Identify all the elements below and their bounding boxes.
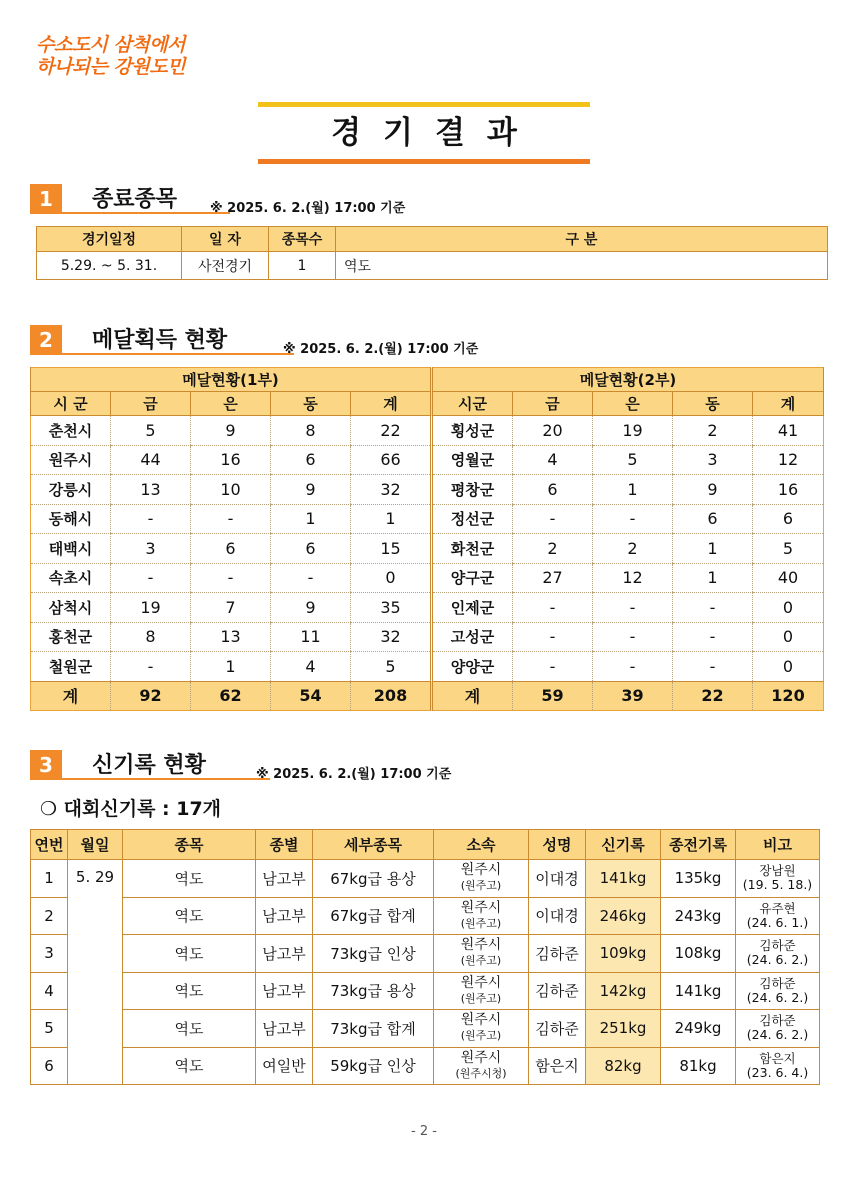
header-bronze: 동 <box>673 392 753 416</box>
cell-total: 15 <box>351 534 432 564</box>
cell-prev-record: 135kg <box>661 860 736 898</box>
cell-club <box>434 1010 529 1048</box>
cell-total: 5 <box>753 534 824 564</box>
cell-gold: - <box>513 504 593 534</box>
cell-note <box>736 972 820 1010</box>
cell-region: 인제군 <box>432 593 513 623</box>
header-category: 구 분 <box>336 227 828 252</box>
cell-date: 5. 29 <box>68 860 123 1085</box>
header-category: 종별 <box>256 830 313 860</box>
cell-bronze: 3 <box>673 445 753 475</box>
slogan-line-1: 수소도시 삼척에서 <box>36 34 185 56</box>
cell-region: 원주시 <box>31 445 111 475</box>
cell-count: 1 <box>269 252 336 280</box>
cell-region: 삼척시 <box>31 593 111 623</box>
cell-category: 남고부 <box>256 897 313 935</box>
note-date: (24. 6. 1.) <box>746 914 809 930</box>
page-title: 경기결과 <box>331 115 539 151</box>
cell-gold: 13 <box>111 475 191 505</box>
cell-record: 246kg <box>586 897 661 935</box>
table-row <box>37 252 828 280</box>
record-table <box>30 829 820 1085</box>
cell-region: 횡성군 <box>432 416 513 446</box>
table-row <box>31 593 824 623</box>
cell-silver: 13 <box>191 622 271 652</box>
table-row <box>31 1010 820 1048</box>
cell-region: 철원군 <box>31 652 111 682</box>
cell-name: 이대경 <box>529 897 586 935</box>
cell-total: 0 <box>351 563 432 593</box>
note-date: (19. 5. 18.) <box>742 877 813 893</box>
cell-bronze: 2 <box>673 416 753 446</box>
cell-name: 김하준 <box>529 935 586 973</box>
cell-bronze: - <box>271 563 351 593</box>
cell-event: 73kg급 인상 <box>313 935 434 973</box>
header-date: 일 자 <box>182 227 269 252</box>
cell-region: 동해시 <box>31 504 111 534</box>
cell-category: 역도 <box>336 252 828 280</box>
cell-prev-record: 249kg <box>661 1010 736 1048</box>
cell-bronze: 1 <box>673 563 753 593</box>
header-region: 시군 <box>432 392 513 416</box>
cell-sport: 역도 <box>123 860 256 898</box>
cell-silver: 6 <box>191 534 271 564</box>
cell-note <box>736 935 820 973</box>
club-city: 원주시 <box>460 899 502 916</box>
cell-name: 이대경 <box>529 860 586 898</box>
cell-note <box>736 860 820 898</box>
club-city: 원주시 <box>460 1049 502 1066</box>
cell-silver: - <box>191 504 271 534</box>
title-bar-bottom <box>258 159 590 164</box>
cell-gold: - <box>111 504 191 534</box>
table-row <box>31 860 820 898</box>
cell-name: 김하준 <box>529 1010 586 1048</box>
cell-note <box>736 1047 820 1085</box>
section-1-note: ※ 2025. 6. 2.(월) 17:00 기준 <box>210 201 406 216</box>
club-school: (원주고) <box>460 916 502 930</box>
table-row <box>31 972 820 1010</box>
cell-note <box>736 897 820 935</box>
cell-gold: - <box>513 622 593 652</box>
cell-region: 양구군 <box>432 563 513 593</box>
club-school: (원주고) <box>460 1029 502 1043</box>
cell-region: 홍천군 <box>31 622 111 652</box>
cell-region: 영월군 <box>432 445 513 475</box>
total-silver: 62 <box>191 681 271 711</box>
cell-name: 김하준 <box>529 972 586 1010</box>
cell-total: 32 <box>351 475 432 505</box>
cell-event: 67kg급 합계 <box>313 897 434 935</box>
cell-bronze: 4 <box>271 652 351 682</box>
cell-total: 0 <box>753 593 824 623</box>
cell-silver: - <box>593 622 673 652</box>
header-no: 연번 <box>31 830 68 860</box>
cell-region: 고성군 <box>432 622 513 652</box>
cell-gold: 20 <box>513 416 593 446</box>
cell-bronze: 9 <box>271 475 351 505</box>
header-record: 신기록 <box>586 830 661 860</box>
cell-event: 59kg급 인상 <box>313 1047 434 1085</box>
header-silver: 은 <box>191 392 271 416</box>
header-sport: 종목 <box>123 830 256 860</box>
slogan-logo <box>36 34 185 78</box>
total-sum: 208 <box>351 681 432 711</box>
cell-total: 6 <box>753 504 824 534</box>
cell-sport: 역도 <box>123 1047 256 1085</box>
section-2-underline <box>62 353 294 355</box>
note-holder: 함은지 <box>759 1050 796 1066</box>
medal-body <box>31 416 824 682</box>
cell-club <box>434 1047 529 1085</box>
cell-gold: 27 <box>513 563 593 593</box>
cell-silver: 12 <box>593 563 673 593</box>
cell-silver: 2 <box>593 534 673 564</box>
section-1-title: 종료종목 <box>92 187 178 212</box>
header-date: 월일 <box>68 830 123 860</box>
record-count-heading: ❍ 대회신기록 : 17개 <box>40 798 222 820</box>
header-schedule: 경기일정 <box>37 227 182 252</box>
cell-prev-record: 81kg <box>661 1047 736 1085</box>
cell-total: 12 <box>753 445 824 475</box>
cell-silver: 5 <box>593 445 673 475</box>
cell-record: 141kg <box>586 860 661 898</box>
cell-category: 여일반 <box>256 1047 313 1085</box>
cell-bronze: 6 <box>271 445 351 475</box>
section-2-note: ※ 2025. 6. 2.(월) 17:00 기준 <box>283 342 479 357</box>
club-city: 원주시 <box>460 862 502 879</box>
total-bronze: 22 <box>673 681 753 711</box>
cell-region: 태백시 <box>31 534 111 564</box>
section-3-title: 신기록 현황 <box>92 753 206 778</box>
medal-header-row <box>31 392 824 416</box>
note-holder: 김하준 <box>759 975 796 991</box>
cell-no: 4 <box>31 972 68 1010</box>
cell-total: 0 <box>753 622 824 652</box>
header-bronze: 동 <box>271 392 351 416</box>
cell-gold: 2 <box>513 534 593 564</box>
section-3-number: 3 <box>30 750 62 780</box>
cell-silver: 19 <box>593 416 673 446</box>
cell-total: 40 <box>753 563 824 593</box>
header-event: 세부종목 <box>313 830 434 860</box>
cell-prev-record: 243kg <box>661 897 736 935</box>
section-1-number: 1 <box>30 184 62 214</box>
section-3-note: ※ 2025. 6. 2.(월) 17:00 기준 <box>256 767 452 782</box>
cell-sport: 역도 <box>123 935 256 973</box>
medal-group-header-row <box>31 368 824 392</box>
cell-bronze: 9 <box>673 475 753 505</box>
cell-schedule: 5.29. ~ 5. 31. <box>37 252 182 280</box>
header-gold: 금 <box>513 392 593 416</box>
table-row <box>31 897 820 935</box>
cell-bronze: - <box>673 652 753 682</box>
cell-total: 1 <box>351 504 432 534</box>
cell-bronze: 1 <box>673 534 753 564</box>
cell-club <box>434 897 529 935</box>
header-prev-record: 종전기록 <box>661 830 736 860</box>
cell-region: 속초시 <box>31 563 111 593</box>
total-sum: 120 <box>753 681 824 711</box>
cell-no: 5 <box>31 1010 68 1048</box>
cell-event: 73kg급 용상 <box>313 972 434 1010</box>
cell-sport: 역도 <box>123 972 256 1010</box>
table-row <box>31 475 824 505</box>
header-count: 종목수 <box>269 227 336 252</box>
cell-silver: 16 <box>191 445 271 475</box>
medal-total-row <box>31 681 824 711</box>
cell-silver: - <box>593 652 673 682</box>
cell-silver: 10 <box>191 475 271 505</box>
cell-bronze: 8 <box>271 416 351 446</box>
cell-sport: 역도 <box>123 1010 256 1048</box>
table-row <box>31 534 824 564</box>
cell-bronze: 1 <box>271 504 351 534</box>
cell-sport: 역도 <box>123 897 256 935</box>
table-row <box>31 935 820 973</box>
header-note: 비고 <box>736 830 820 860</box>
cell-club <box>434 935 529 973</box>
section-3-underline <box>62 778 270 780</box>
cell-gold: 8 <box>111 622 191 652</box>
cell-gold: - <box>513 652 593 682</box>
slogan-line-2: 하나되는 강원도민 <box>36 56 185 78</box>
cell-bronze: - <box>673 622 753 652</box>
table-header-row <box>37 227 828 252</box>
note-holder: 장남원 <box>759 863 796 879</box>
header-region: 시 군 <box>31 392 111 416</box>
cell-gold: - <box>111 652 191 682</box>
club-school: (원주고) <box>460 991 502 1005</box>
cell-total: 35 <box>351 593 432 623</box>
table-row <box>31 1047 820 1085</box>
cell-bronze: 6 <box>673 504 753 534</box>
cell-name: 함은지 <box>529 1047 586 1085</box>
record-header-row <box>31 830 820 860</box>
club-school: (원주고) <box>460 954 502 968</box>
cell-bronze: 11 <box>271 622 351 652</box>
cell-event: 73kg급 합계 <box>313 1010 434 1048</box>
cell-club <box>434 972 529 1010</box>
header-club: 소속 <box>434 830 529 860</box>
cell-note <box>736 1010 820 1048</box>
table-row <box>31 563 824 593</box>
cell-silver: - <box>191 563 271 593</box>
total-bronze: 54 <box>271 681 351 711</box>
cell-silver: 9 <box>191 416 271 446</box>
table-row <box>31 416 824 446</box>
cell-bronze: 9 <box>271 593 351 623</box>
cell-category: 남고부 <box>256 860 313 898</box>
club-city: 원주시 <box>460 937 502 954</box>
cell-no: 1 <box>31 860 68 898</box>
cell-silver: 7 <box>191 593 271 623</box>
cell-total: 41 <box>753 416 824 446</box>
section-1-underline <box>62 212 230 214</box>
cell-gold: 4 <box>513 445 593 475</box>
total-silver: 39 <box>593 681 673 711</box>
cell-total: 22 <box>351 416 432 446</box>
cell-category: 남고부 <box>256 935 313 973</box>
header-total: 계 <box>351 392 432 416</box>
table-row <box>31 622 824 652</box>
cell-region: 양양군 <box>432 652 513 682</box>
cell-record: 142kg <box>586 972 661 1010</box>
club-school: (원주고) <box>460 879 502 893</box>
cell-region: 강릉시 <box>31 475 111 505</box>
record-body <box>31 860 820 1085</box>
cell-gold: 3 <box>111 534 191 564</box>
table-row <box>31 504 824 534</box>
page-title-box <box>258 102 590 164</box>
note-date: (24. 6. 2.) <box>746 952 809 968</box>
cell-bronze: 6 <box>271 534 351 564</box>
cell-total: 16 <box>753 475 824 505</box>
cell-category: 남고부 <box>256 972 313 1010</box>
section-2-title: 메달획득 현황 <box>92 328 228 353</box>
club-city: 원주시 <box>460 974 502 991</box>
total-label: 계 <box>31 681 111 711</box>
medal-group-1-title: 메달현황(1부) <box>31 368 432 392</box>
total-label: 계 <box>432 681 513 711</box>
cell-silver: 1 <box>593 475 673 505</box>
cell-total: 5 <box>351 652 432 682</box>
note-holder: 유주현 <box>759 900 796 916</box>
table-row <box>31 652 824 682</box>
note-date: (24. 6. 2.) <box>746 989 809 1005</box>
cell-date: 사전경기 <box>182 252 269 280</box>
cell-prev-record: 141kg <box>661 972 736 1010</box>
cell-gold: - <box>513 593 593 623</box>
club-city: 원주시 <box>460 1012 502 1029</box>
cell-region: 정선군 <box>432 504 513 534</box>
medal-group-2-title: 메달현황(2부) <box>432 368 824 392</box>
cell-record: 82kg <box>586 1047 661 1085</box>
cell-silver: 1 <box>191 652 271 682</box>
section-2-number: 2 <box>30 325 62 355</box>
cell-gold: 19 <box>111 593 191 623</box>
note-date: (23. 6. 4.) <box>746 1064 809 1080</box>
header-name: 성명 <box>529 830 586 860</box>
cell-gold: 6 <box>513 475 593 505</box>
cell-no: 6 <box>31 1047 68 1085</box>
cell-region: 화천군 <box>432 534 513 564</box>
cell-total: 66 <box>351 445 432 475</box>
cell-bronze: - <box>673 593 753 623</box>
cell-region: 평창군 <box>432 475 513 505</box>
cell-total: 32 <box>351 622 432 652</box>
note-date: (24. 6. 2.) <box>746 1027 809 1043</box>
cell-category: 남고부 <box>256 1010 313 1048</box>
table-row <box>31 445 824 475</box>
header-silver: 은 <box>593 392 673 416</box>
cell-no: 3 <box>31 935 68 973</box>
cell-silver: - <box>593 504 673 534</box>
cell-total: 0 <box>753 652 824 682</box>
cell-region: 춘천시 <box>31 416 111 446</box>
note-holder: 김하준 <box>759 1013 796 1029</box>
club-school: (원주시청) <box>455 1066 507 1080</box>
page-number: - 2 - <box>411 1124 437 1139</box>
cell-club <box>434 860 529 898</box>
cell-gold: 5 <box>111 416 191 446</box>
completed-events-table <box>36 226 828 280</box>
total-gold: 92 <box>111 681 191 711</box>
cell-gold: 44 <box>111 445 191 475</box>
note-holder: 김하준 <box>759 938 796 954</box>
cell-event: 67kg급 용상 <box>313 860 434 898</box>
cell-prev-record: 108kg <box>661 935 736 973</box>
cell-gold: - <box>111 563 191 593</box>
header-total: 계 <box>753 392 824 416</box>
cell-record: 251kg <box>586 1010 661 1048</box>
cell-silver: - <box>593 593 673 623</box>
cell-no: 2 <box>31 897 68 935</box>
cell-record: 109kg <box>586 935 661 973</box>
total-gold: 59 <box>513 681 593 711</box>
header-gold: 금 <box>111 392 191 416</box>
medal-table <box>30 367 824 711</box>
